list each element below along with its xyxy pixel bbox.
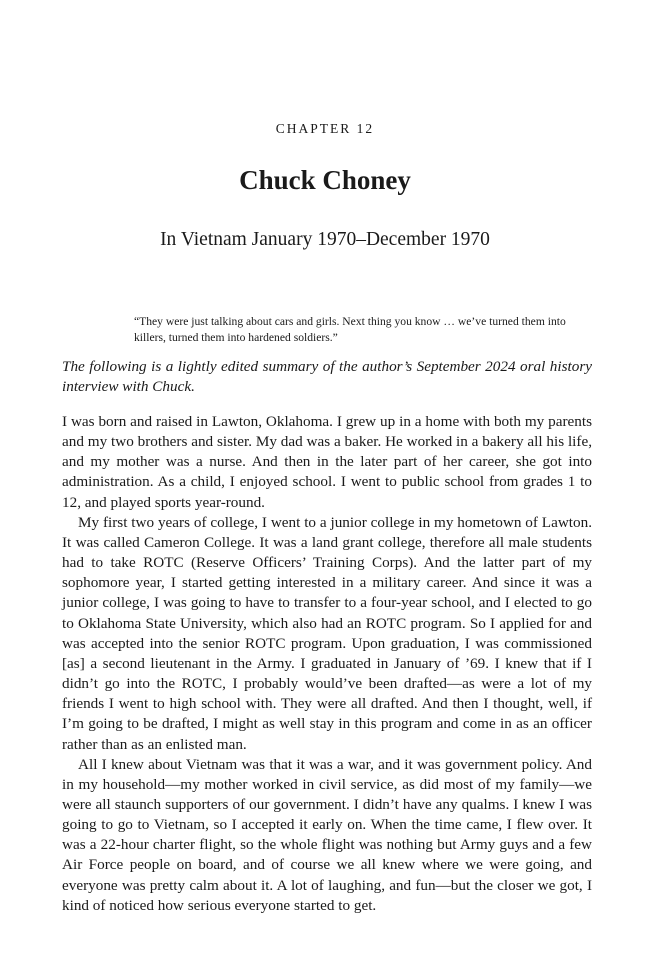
body-text [62, 412, 592, 916]
chapter-label: CHAPTER 12 [275, 121, 375, 136]
paragraph-3: All I knew about Vietnam was that it was a war, and it was government policy. And in my household—my mother worked in civil service, as did most of my family—we were all staunch supporters of our government. I didn’t have any qualms. I knew I was going to go to Vietnam, so I accepted it early on. When the time came, I flew over. It was a 22-hour charter flight, so the whole flight was nothing but Army guys and a few Air Force people on board, and of course we all knew where we were going, and everyone was pretty calm about it. A lot of laughing, and fun—but the closer we got, I kind of noticed how serious everyone started to get. [62, 755, 592, 914]
intro-note: The following is a lightly edited summary of the author’s September 2024 oral history interview with Chuck. [62, 358, 592, 395]
paragraph-1: I was born and raised in Lawton, Oklahoma. I grew up in a home with both my parents and my two brothers and sister. My dad was a baker. He worked in a bakery all his life, and my mother was a nurse. And then in the later part of her career, she got into administration. As a child, I enjoyed school. I went to public school from grades 1 to 12, and played sports year-round. [62, 413, 592, 511]
paragraph-2: My first two years of college, I went to a junior college in my hometown of Lawton. It was called Cameron College. It was a land grant college, therefore all male students had to take ROTC (Reserve Officers’ Training Corps). And the latter part of my sophomore year, I started getting interested in a military career. And since it was a junior college, I was going to have to transfer to a four-year school, and I elected to go to Oklahoma State University, which also had an ROTC program. So I applied for and was accepted into the senior ROTC program. Upon graduation, I was commissioned [as] a second lieutenant in the Army. I graduated in January of ’69. I knew that if I didn’t go into the ROTC, I probably would’ve been drafted—as were a lot of my friends I went to high school with. They were all drafted. And then I thought, well, if I’m going to be drafted, I might as well stay in this program and come in as an officer rather than as an enlisted man. [62, 513, 592, 753]
epigraph-quote: “They were just talking about cars and girls. Next thing you know … we’ve turned them into killers, turned them into hardened soldiers.” [134, 315, 566, 344]
chapter-title: Chuck Choney [239, 165, 411, 195]
chapter-subtitle: In Vietnam January 1970–December 1970 [160, 229, 490, 250]
